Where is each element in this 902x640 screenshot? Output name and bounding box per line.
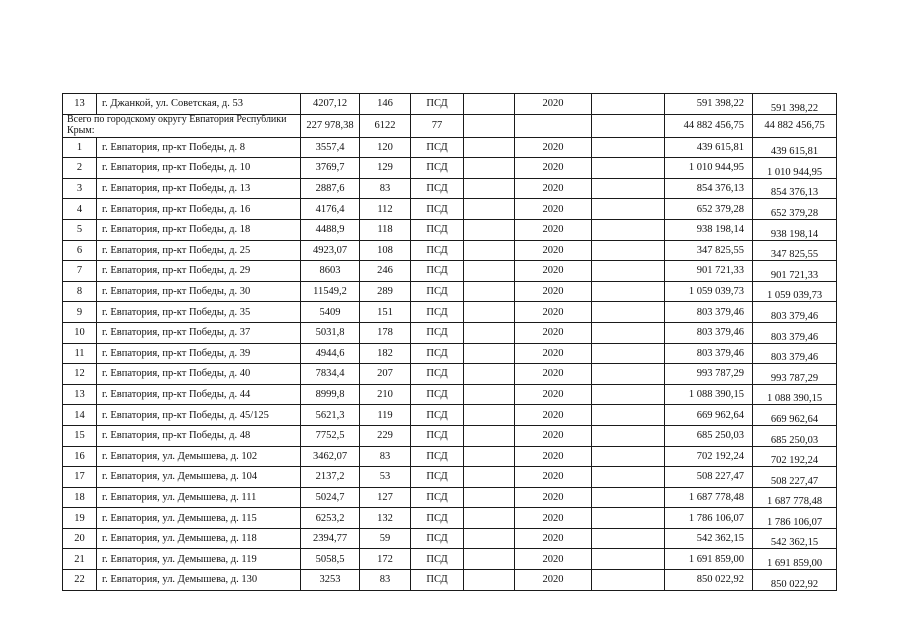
empty-cell [464, 158, 515, 179]
row-number: 10 [63, 322, 97, 343]
table-row [63, 199, 837, 220]
total-cell: 901 721,33 [753, 261, 837, 282]
cost-cell: 803 379,46 [665, 302, 753, 323]
cost-cell: 1 059 039,73 [665, 281, 753, 302]
empty-cell [464, 487, 515, 508]
work-type-cell: ПСД [411, 364, 464, 385]
address-cell: г. Евпатория, пр-кт Победы, д. 10 [97, 158, 301, 179]
work-type-cell: ПСД [411, 240, 464, 261]
address-cell: г. Евпатория, пр-кт Победы, д. 37 [97, 322, 301, 343]
year-cell: 2020 [515, 384, 592, 405]
work-type-cell: ПСД [411, 446, 464, 467]
total-cell: 1 786 106,07 [753, 508, 837, 529]
address-cell: г. Евпатория, пр-кт Победы, д. 40 [97, 364, 301, 385]
work-type-cell: ПСД [411, 281, 464, 302]
empty-cell [592, 549, 665, 570]
total-cell: 854 376,13 [753, 178, 837, 199]
table-row [63, 528, 837, 549]
address-cell: г. Евпатория, ул. Демышева, д. 102 [97, 446, 301, 467]
residents-cell: 146 [360, 94, 411, 115]
cost-cell: 591 398,22 [665, 94, 753, 115]
empty-cell [592, 261, 665, 282]
area-cell: 5621,3 [301, 405, 360, 426]
area-cell: 4488,9 [301, 219, 360, 240]
row-number: 18 [63, 487, 97, 508]
row-number: 20 [63, 528, 97, 549]
row-number: 21 [63, 549, 97, 570]
year-cell: 2020 [515, 405, 592, 426]
address-cell: г. Евпатория, пр-кт Победы, д. 30 [97, 281, 301, 302]
empty-cell [592, 199, 665, 220]
empty-cell [592, 302, 665, 323]
empty-cell [464, 322, 515, 343]
total-cell: 652 379,28 [753, 199, 837, 220]
row-number: 16 [63, 446, 97, 467]
year-cell: 2020 [515, 570, 592, 591]
row-number: 2 [63, 158, 97, 179]
row-number: 5 [63, 219, 97, 240]
cost-cell: 854 376,13 [665, 178, 753, 199]
work-type-cell: ПСД [411, 508, 464, 529]
work-type-cell: ПСД [411, 137, 464, 158]
empty-cell [592, 94, 665, 115]
table-row [63, 281, 837, 302]
year-cell: 2020 [515, 508, 592, 529]
empty-cell [464, 240, 515, 261]
total-cell: 439 615,81 [753, 137, 837, 158]
year-cell: 2020 [515, 137, 592, 158]
residents-cell: 120 [360, 137, 411, 158]
address-cell: г. Джанкой, ул. Советская, д. 53 [97, 94, 301, 115]
table-row [63, 405, 837, 426]
cost-cell: 439 615,81 [665, 137, 753, 158]
year-cell: 2020 [515, 343, 592, 364]
cost-cell: 542 362,15 [665, 528, 753, 549]
cost-cell: 44 882 456,75 [665, 114, 753, 137]
empty-cell [592, 446, 665, 467]
work-type-cell: 77 [411, 114, 464, 137]
row-number: 1 [63, 137, 97, 158]
cost-cell: 1 687 778,48 [665, 487, 753, 508]
work-type-cell: ПСД [411, 467, 464, 488]
residents-cell: 246 [360, 261, 411, 282]
residents-cell: 129 [360, 158, 411, 179]
area-cell: 2887,6 [301, 178, 360, 199]
total-cell: 850 022,92 [753, 570, 837, 591]
area-cell: 7834,4 [301, 364, 360, 385]
work-type-cell: ПСД [411, 199, 464, 220]
cost-cell: 685 250,03 [665, 425, 753, 446]
year-cell: 2020 [515, 302, 592, 323]
residents-cell: 182 [360, 343, 411, 364]
year-cell: 2020 [515, 446, 592, 467]
empty-cell [592, 467, 665, 488]
address-cell: г. Евпатория, пр-кт Победы, д. 25 [97, 240, 301, 261]
table-row [63, 240, 837, 261]
cost-cell: 669 962,64 [665, 405, 753, 426]
table-row [63, 467, 837, 488]
empty-cell [464, 508, 515, 529]
empty-cell [592, 137, 665, 158]
table-row [63, 487, 837, 508]
year-cell: 2020 [515, 281, 592, 302]
total-cell: 1 059 039,73 [753, 281, 837, 302]
total-cell: 44 882 456,75 [753, 114, 837, 137]
table-row [63, 178, 837, 199]
cost-cell: 993 787,29 [665, 364, 753, 385]
cost-cell: 938 198,14 [665, 219, 753, 240]
empty-cell [592, 178, 665, 199]
empty-cell [464, 281, 515, 302]
total-cell: 803 379,46 [753, 322, 837, 343]
empty-cell [592, 405, 665, 426]
row-number: 22 [63, 570, 97, 591]
year-cell: 2020 [515, 178, 592, 199]
subtotal-label: Всего по городскому округу Евпатория Республики Крым: [63, 114, 301, 137]
empty-cell [464, 425, 515, 446]
year-cell: 2020 [515, 158, 592, 179]
work-type-cell: ПСД [411, 158, 464, 179]
row-number: 9 [63, 302, 97, 323]
residents-cell: 127 [360, 487, 411, 508]
empty-cell [592, 158, 665, 179]
total-cell: 803 379,46 [753, 343, 837, 364]
empty-cell [592, 528, 665, 549]
table-row [63, 384, 837, 405]
empty-cell [464, 405, 515, 426]
work-type-cell: ПСД [411, 570, 464, 591]
year-cell: 2020 [515, 219, 592, 240]
area-cell: 8999,8 [301, 384, 360, 405]
table-row [63, 343, 837, 364]
residents-cell: 289 [360, 281, 411, 302]
area-cell: 8603 [301, 261, 360, 282]
table-row [63, 570, 837, 591]
residents-cell: 207 [360, 364, 411, 385]
empty-cell [464, 343, 515, 364]
residents-cell: 83 [360, 178, 411, 199]
area-cell: 11549,2 [301, 281, 360, 302]
empty-cell [592, 487, 665, 508]
row-number: 15 [63, 425, 97, 446]
total-cell: 1 687 778,48 [753, 487, 837, 508]
cost-cell: 901 721,33 [665, 261, 753, 282]
empty-cell [592, 570, 665, 591]
empty-cell [464, 219, 515, 240]
empty-cell [464, 570, 515, 591]
area-cell: 3462,07 [301, 446, 360, 467]
work-type-cell: ПСД [411, 322, 464, 343]
total-cell: 702 192,24 [753, 446, 837, 467]
row-number: 11 [63, 343, 97, 364]
cost-cell: 850 022,92 [665, 570, 753, 591]
address-cell: г. Евпатория, ул. Демышева, д. 104 [97, 467, 301, 488]
work-type-cell: ПСД [411, 405, 464, 426]
address-cell: г. Евпатория, пр-кт Победы, д. 48 [97, 425, 301, 446]
work-type-cell: ПСД [411, 302, 464, 323]
row-number: 13 [63, 384, 97, 405]
work-type-cell: ПСД [411, 94, 464, 115]
year-cell: 2020 [515, 467, 592, 488]
residents-cell: 151 [360, 302, 411, 323]
work-type-cell: ПСД [411, 178, 464, 199]
address-cell: г. Евпатория, ул. Демышева, д. 130 [97, 570, 301, 591]
year-cell: 2020 [515, 364, 592, 385]
cost-cell: 1 691 859,00 [665, 549, 753, 570]
residents-cell: 119 [360, 405, 411, 426]
area-cell: 227 978,38 [301, 114, 360, 137]
row-number: 14 [63, 405, 97, 426]
residents-cell: 132 [360, 508, 411, 529]
area-cell: 2394,77 [301, 528, 360, 549]
area-cell: 3253 [301, 570, 360, 591]
table-row [63, 158, 837, 179]
residents-cell: 172 [360, 549, 411, 570]
year-cell: 2020 [515, 199, 592, 220]
empty-cell [592, 114, 665, 137]
table-row [63, 446, 837, 467]
address-cell: г. Евпатория, ул. Демышева, д. 118 [97, 528, 301, 549]
table-row [63, 302, 837, 323]
empty-cell [464, 549, 515, 570]
area-cell: 4207,12 [301, 94, 360, 115]
area-cell: 2137,2 [301, 467, 360, 488]
row-number: 19 [63, 508, 97, 529]
year-cell: 2020 [515, 528, 592, 549]
work-type-cell: ПСД [411, 528, 464, 549]
address-cell: г. Евпатория, ул. Демышева, д. 115 [97, 508, 301, 529]
address-cell: г. Евпатория, пр-кт Победы, д. 18 [97, 219, 301, 240]
empty-cell [592, 219, 665, 240]
empty-cell [464, 94, 515, 115]
residents-cell: 6122 [360, 114, 411, 137]
row-number: 13 [63, 94, 97, 115]
row-number: 6 [63, 240, 97, 261]
cost-cell: 1 010 944,95 [665, 158, 753, 179]
empty-cell [592, 508, 665, 529]
year-cell: 2020 [515, 240, 592, 261]
total-cell: 803 379,46 [753, 302, 837, 323]
total-cell: 1 010 944,95 [753, 158, 837, 179]
area-cell: 4944,6 [301, 343, 360, 364]
residents-cell: 118 [360, 219, 411, 240]
cost-cell: 652 379,28 [665, 199, 753, 220]
table-row [63, 364, 837, 385]
cost-cell: 347 825,55 [665, 240, 753, 261]
row-number: 3 [63, 178, 97, 199]
total-cell: 938 198,14 [753, 219, 837, 240]
year-cell: 2020 [515, 94, 592, 115]
empty-cell [464, 114, 515, 137]
residents-cell: 178 [360, 322, 411, 343]
cost-cell: 1 088 390,15 [665, 384, 753, 405]
residents-cell: 53 [360, 467, 411, 488]
area-cell: 5031,8 [301, 322, 360, 343]
work-type-cell: ПСД [411, 487, 464, 508]
empty-cell [464, 178, 515, 199]
empty-cell [464, 446, 515, 467]
empty-cell [464, 199, 515, 220]
residents-cell: 108 [360, 240, 411, 261]
year-cell: 2020 [515, 487, 592, 508]
address-cell: г. Евпатория, ул. Демышева, д. 111 [97, 487, 301, 508]
residents-cell: 229 [360, 425, 411, 446]
cost-cell: 508 227,47 [665, 467, 753, 488]
empty-cell [592, 240, 665, 261]
row-number: 8 [63, 281, 97, 302]
area-cell: 4923,07 [301, 240, 360, 261]
table-row [63, 425, 837, 446]
address-cell: г. Евпатория, пр-кт Победы, д. 13 [97, 178, 301, 199]
residents-cell: 83 [360, 570, 411, 591]
work-type-cell: ПСД [411, 549, 464, 570]
year-cell: 2020 [515, 261, 592, 282]
area-cell: 3769,7 [301, 158, 360, 179]
empty-cell [592, 322, 665, 343]
table-row [63, 94, 837, 115]
year-cell: 2020 [515, 322, 592, 343]
year-cell: 2020 [515, 425, 592, 446]
work-type-cell: ПСД [411, 425, 464, 446]
area-cell: 5409 [301, 302, 360, 323]
residents-cell: 83 [360, 446, 411, 467]
residents-cell: 210 [360, 384, 411, 405]
address-cell: г. Евпатория, пр-кт Победы, д. 39 [97, 343, 301, 364]
empty-cell [464, 364, 515, 385]
table-row [63, 261, 837, 282]
address-cell: г. Евпатория, пр-кт Победы, д. 44 [97, 384, 301, 405]
empty-cell [464, 261, 515, 282]
work-type-cell: ПСД [411, 219, 464, 240]
empty-cell [592, 384, 665, 405]
work-type-cell: ПСД [411, 261, 464, 282]
empty-cell [464, 137, 515, 158]
area-cell: 3557,4 [301, 137, 360, 158]
area-cell: 5058,5 [301, 549, 360, 570]
row-number: 17 [63, 467, 97, 488]
area-cell: 4176,4 [301, 199, 360, 220]
table-row [63, 219, 837, 240]
row-number: 12 [63, 364, 97, 385]
row-number: 7 [63, 261, 97, 282]
address-cell: г. Евпатория, пр-кт Победы, д. 29 [97, 261, 301, 282]
total-cell: 669 962,64 [753, 405, 837, 426]
empty-cell [464, 302, 515, 323]
year-cell [515, 114, 592, 137]
work-type-cell: ПСД [411, 343, 464, 364]
table-row [63, 508, 837, 529]
cost-cell: 803 379,46 [665, 322, 753, 343]
cost-cell: 702 192,24 [665, 446, 753, 467]
subtotal-row [63, 114, 837, 137]
total-cell: 685 250,03 [753, 425, 837, 446]
address-cell: г. Евпатория, пр-кт Победы, д. 8 [97, 137, 301, 158]
total-cell: 993 787,29 [753, 364, 837, 385]
table-body [63, 94, 837, 591]
total-cell: 591 398,22 [753, 94, 837, 115]
cost-cell: 1 786 106,07 [665, 508, 753, 529]
empty-cell [464, 384, 515, 405]
area-cell: 6253,2 [301, 508, 360, 529]
table-row [63, 549, 837, 570]
total-cell: 347 825,55 [753, 240, 837, 261]
empty-cell [592, 425, 665, 446]
total-cell: 508 227,47 [753, 467, 837, 488]
empty-cell [592, 364, 665, 385]
table-row [63, 322, 837, 343]
empty-cell [592, 343, 665, 364]
address-cell: г. Евпатория, пр-кт Победы, д. 16 [97, 199, 301, 220]
address-cell: г. Евпатория, пр-кт Победы, д. 45/125 [97, 405, 301, 426]
area-cell: 5024,7 [301, 487, 360, 508]
cost-cell: 803 379,46 [665, 343, 753, 364]
table-row [63, 137, 837, 158]
row-number: 4 [63, 199, 97, 220]
total-cell: 1 088 390,15 [753, 384, 837, 405]
residents-cell: 112 [360, 199, 411, 220]
residents-cell: 59 [360, 528, 411, 549]
document-table [62, 93, 837, 591]
work-type-cell: ПСД [411, 384, 464, 405]
address-cell: г. Евпатория, ул. Демышева, д. 119 [97, 549, 301, 570]
empty-cell [592, 281, 665, 302]
area-cell: 7752,5 [301, 425, 360, 446]
total-cell: 542 362,15 [753, 528, 837, 549]
empty-cell [464, 528, 515, 549]
year-cell: 2020 [515, 549, 592, 570]
address-cell: г. Евпатория, пр-кт Победы, д. 35 [97, 302, 301, 323]
total-cell: 1 691 859,00 [753, 549, 837, 570]
empty-cell [464, 467, 515, 488]
